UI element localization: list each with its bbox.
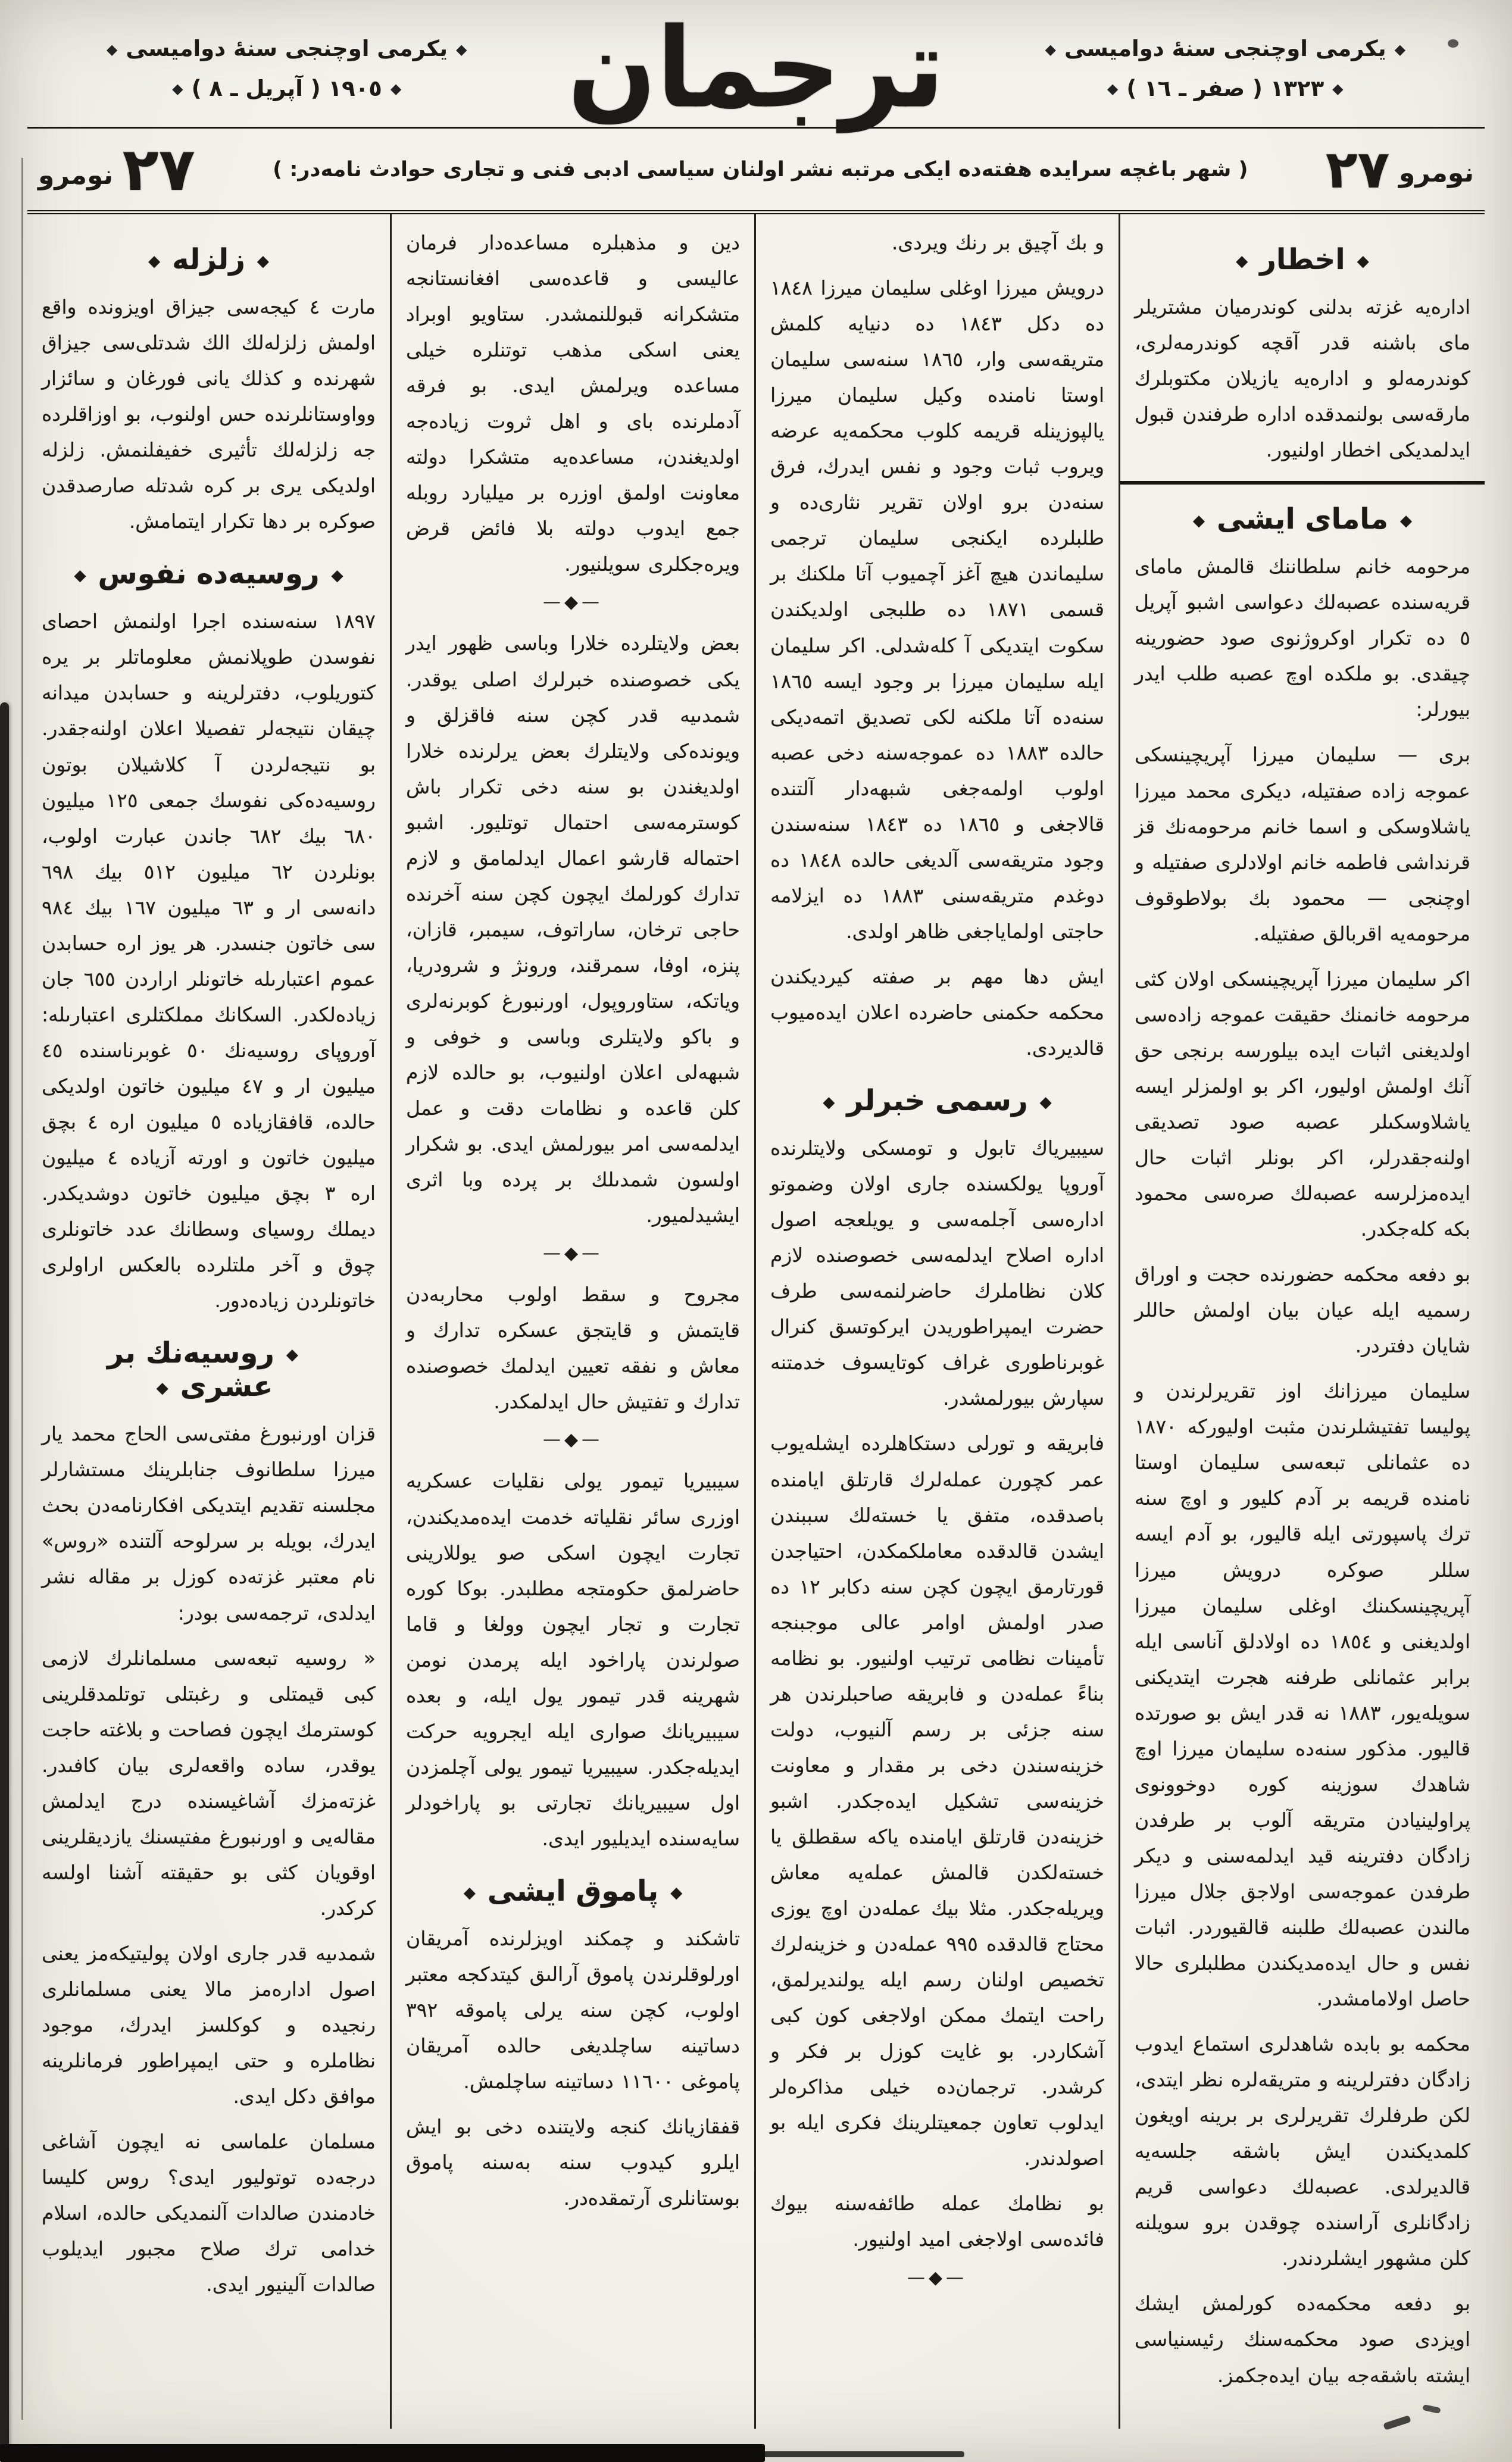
article-heading	[42, 1336, 376, 1403]
masthead-subtitle: ( شهر باغچه سرايده هفته‌ده ايكى مرتبه نشر اولنان سياسى ادبى فنى و تجارى حوادث نامه‌در: )	[273, 157, 1248, 182]
heading-ornament-icon: ◆	[74, 567, 86, 585]
ornament-divider-icon: —◆—	[542, 592, 604, 613]
article-heading-text: روسيه‌نك بر عشرى	[107, 1336, 274, 1404]
article-paragraph: بعض ولايتلرده خلارا وباسى ظهور ايدر يكى خصوصنده خبرلرك اصلى يوقدر. شمدىيه قدر كچن سنه فاقزلق و ويوندەكى ولايتلرك بعض يرلرنده خلارا اولديغندن بو سنه دخى تكرار باش كوسترمه‌سى احتمال توتليور. اشبو احتماله قارشو اعمال ايدلمامق و لازم تدارك كورلمك ايچون كچن سنه آخرنده حاجى ترخان، ساراتوف، سيمبر، قازان، پنزه، اوفا، سمرقند، ورونژ و شرودريا، وياتكه، ستاوروپول، اورنبورغ كوبرنه‌لرى و باكو ولايتلرى وباسى و خوفى و شبهه‌لى اعلان اولنيوب، بو حالده لازم كلن قاعده و نظامات دقت و عمل ايدلمه‌سى امر بيورلمش ايدى. بو شكرار اولسون شمدىلك بر پرده وبا اثرى ايشيدلميور.	[406, 632, 740, 1227]
heading-ornament-icon: ◆	[331, 567, 343, 585]
issue-number: ٢٧	[122, 135, 195, 204]
heading-ornament-icon: ◆	[1039, 1093, 1052, 1112]
heading-ornament-icon: ◆	[670, 1883, 683, 1902]
scan-top-blemish	[1448, 39, 1458, 48]
ornament-icon: ◆	[1107, 80, 1119, 98]
article-paragraph: ايش دها مهم بر صفته كيرديكندن محكمه حكمنى حاضرده اعلان ايده‌ميوب قالديردى.	[770, 964, 1104, 1060]
heading-ornament-icon: ◆	[148, 252, 161, 270]
issue-number-left	[38, 135, 201, 204]
newspaper-column-2	[756, 214, 1120, 2429]
article-paragraph: اداره‌يه غزته بدلنى كوندرميان مشتريلر ماى باشنه قدر آقچه كوندرمه‌لرى، كوندرمه‌لو و اداره‌يه يازيلان مكتوبلرك مارقه‌سى بولنمدقده اداره طرفندن قبول ايدلمديكى اخطار اولنيور.	[1135, 295, 1470, 462]
left-margin-rule	[21, 158, 23, 2420]
article-paragraph: مرحومه خانم سلطاننك قالمش ماماى قريه‌سنده عصبه‌لك دعواسى اشبو آپريل ٥ ده تكرار اوكروژنوى صود حضورينه چيقدى. بو ملكده اوچ عصبه طلب ايدر بيورلر:	[1135, 555, 1470, 721]
masthead-left-dates	[42, 29, 532, 108]
article-paragraph: قفقازيانك كنجه ولايتنده دخى بو ايش ايلرو كيدوب سنه به‌سنه پاموق بوستانلرى آرتمقده‌در.	[406, 2115, 740, 2210]
newspaper-column-3	[392, 214, 756, 2429]
hijri-date: ١٣٢٣ ( صفر ـ ١٦ )	[1126, 75, 1324, 101]
article-heading-text: روسيه‌ده نفوس	[98, 557, 320, 591]
section-rule	[1120, 481, 1485, 485]
article-heading-text: اخطار	[1260, 243, 1345, 276]
scan-bottom-smudge	[750, 2451, 964, 2457]
article-paragraph: بو نظامك عمله طائفه‌سنه بيوك فائده‌سى اولاجغى اميد اولنيور.	[770, 2192, 1104, 2251]
heading-ornament-icon: ◆	[156, 1379, 168, 1398]
ornament-icon: ◆	[456, 40, 467, 58]
gregorian-date-line	[42, 69, 532, 109]
article-paragraph: و بك آچيق بر رنك ويردى.	[891, 231, 1104, 254]
columns-area	[27, 214, 1485, 2429]
article-paragraph: قزان اورنبورغ مفتى‌سى الحاج محمد يار ميرزا سلطانوف جنابلرينك مستشارلر مجلسنه تقديم ايتديكى افكارنامه‌دن بحث ايدرك، بويله بر سرلوحه آلتنده «روس» نام معتبر غزته‌ده كوزل بر مقاله نشر ايدلدى، ترجمه‌سى بودر:	[42, 1422, 376, 1624]
ornament-icon: ◆	[1332, 80, 1344, 98]
article-heading-text: ماماى ايشى	[1216, 502, 1389, 536]
heading-ornament-icon: ◆	[1357, 252, 1369, 270]
article-paragraph: بو دفعه محكمه حضورنده حجت و اوراق رسميه ايله عيان بيان اولمش حاللر شايان دفتردر.	[1135, 1263, 1470, 1358]
article-paragraph: مجروح و سقط اولوب محاربه‌دن قايتمش و قايتجق عسكره تدارك و معاش و نفقه تعيين ايدلمك خصوصنده تدارك و تفتيش حال ايدلمكدر.	[406, 1283, 740, 1414]
article-paragraph: « روسيه تبعه‌سى مسلمانلرك لازمى كبى قيمتلى و رغبتلى توتلمدقلرينى كوسترمك ايچون فصاحت و بلاغته حاجت يوقدر، ساده واقعه‌لرى بيان كافىدر. غزته‌مزك آشاغيسنده درج ايدلمش مقاله‌يى و اورنبورغ مفتيسنك يازديقلرينى اوقويان كثى بو حقيقته آشنا اولسه كركدر.	[42, 1646, 376, 1920]
article-paragraph: بو دفعه محكمه‌ده كورلمش ايشك اويزدى صود محكمه‌سنك رئيسنياسى ايشته باشقه‌جه بيان ايده‌جكمز.	[1135, 2292, 1470, 2387]
masthead	[0, 0, 1512, 133]
article-paragraph: فابريقه و تورلى دستكاهلرده ايشله‌يوب عمر كچورن عمله‌لرك قارتلق ايامنده باصدقده، متفق يا خسته‌لك سببندن ايشدن قالدقده معاملكمكدن، احتياجدن قورتارمق ايچون كچن سنه دكابر ١٢ ده صدر اولمش اوامر عالى موجبنجه تأمينات نظامى ترتيب اولنيور. بو نظامه بناءً عمله‌دن و فابريقه صاحبلرندن هر سنه جزئى بر رسم آلنيوب، دولت خزينه‌سندن دخى بر مقدار و معاونت خزينه‌سى تشكيل ايده‌جكدر. اشبو خزينه‌دن قارتلق ايامنده ياكه سقطلق يا خسته‌لكدن قالمش عمله‌يه معاش ويريله‌جكدر. مثلا بيك عمله‌دن اوچ يوزى محتاج قالدقده ٩٩٥ عمله‌دن و خزينه‌لرك تخصيص اولنان رسم ايله يولنديرلمق، راحت ايتمك ممكن اولاجغى كون كبى آشكاردر. بو غايت كوزل بر فكر و كرشدر. ترجمان‌ده خيلى مذاكره‌لر ايدلوب تعاون جمعيتلرينك فكرى ايله بو اصولدندر.	[770, 1432, 1105, 2170]
article-paragraph: شمدىيه قدر جارى اولان پوليتيكه‌مز يعنى اصول اداره‌مز مالا يعنى مسلمانلرى رنجيده و كوكلسز ايدرك، موجود نظاملره و حتى ايمپراطور فرمانلرينه موافق دكل ايدى.	[42, 1941, 376, 2108]
heading-ornament-icon: ◆	[257, 252, 269, 270]
article-paragraph: مسلمان علماسى نه ايچون آشاغى درجه‌ده توتوليور ايدى؟ روس كليسا خادمندن صالدات آلنمديكى حالده، اسلام خدامى ترك صلاح مجبور ايديلوب صالدات آلينيور ايدى.	[42, 2130, 376, 2297]
article-paragraph: اكر سليمان ميرزا آپريچينسكى اولان كثى مرحومه خانمنك حقيقت عموجه زاده‌سى اولديغنى اثبات ايده بيلورسه برنجى حق آنك اولمش اوليور، اكر بو اولمزلر ايسه ياشلاوسكىلر عصبه صود تصديقى اولنه‌جقدرلر، اكر بونلر اثبات حال ايده‌مزلرسه عصبه‌لك صره‌سى محمود بكه كله‌جكدر.	[1135, 967, 1470, 1241]
article-heading	[1135, 502, 1470, 536]
article-paragraph: تاشكند و چمكند اويزلرنده آمريقان اورلوقلرندن پاموق آرالىق كيتدكجه معتبر اولوب، كچن سنه يرلى پاموقه ٣٩٢ دساتينه ساچلديغى حالده آمريقان پاموغى ١١٦٠٠ دساتينه ساچلمش.	[406, 1926, 740, 2094]
scan-bottom-bar	[0, 2444, 765, 2462]
article-paragraph: سيبيريا تيمور يولى نقليات عسكريه اوزرى سائر نقلياته خدمت ايده‌مديكندن، تجارت ايچون اسكى صو يوللارينى حاضرلمق حكومتجه مطلبدر. بوكا كوره تجارت و تجار ايچون وولغا و قاما صولرندن پاراخود ايله پرمدن نومن شهرينه قدر تيمور يول ايله، و بعده سيبيريانك صوارى ايله ايجرويه حركت ايديله‌جكدر. سيبيريا تيمور يولى آچلمزدن اول سيبيريانك تجارتى بو پاراخودلر سايه‌سنده ايديليور ايدى.	[406, 1469, 740, 1850]
ornament-icon: ◆	[1045, 40, 1056, 58]
gregorian-year-line	[42, 29, 532, 69]
heading-ornament-icon: ◆	[1236, 252, 1248, 270]
heading-ornament-icon: ◆	[823, 1093, 835, 1112]
article-paragraph: مارت ٤ كيجه‌سى جيزاق اويزونده واقع اولمش زلزله‌لك الك شدتلى‌سى جيزاق شهرنده و كذلك يانى فورغان و سائزار وواوستانلرنده حس اولنوب، بو اوزاقلرده جه زلزله‌لك تأثيرى خفيفلنمش. زلزله اولديكى يرى بر كره شدتله صارصدقدن صوكره بر دها تكرار ايتمامش.	[42, 295, 376, 533]
article-paragraph: سيبيرياك تابول و تومسكى ولايتلرنده آوروپا يولكسنده جارى اولان وضموتو اداره‌سى آجلمه‌سى و يويلعجه اصول اداره اصلاح ايدلمه‌سى خصوصنده لازم كلان نظاملرك حاضرلنمه‌سى طرف حضرت ايمپراطوريدن ايركوتسق كنرال غوبرناطورى غراف كوتايسوف خدمتنه سپارش بيورلمشدر.	[770, 1136, 1104, 1410]
heading-ornament-icon: ◆	[1400, 512, 1413, 530]
gregorian-date: ١٩٠٥ ( آپريل ـ ٨ )	[191, 75, 382, 101]
ornament-divider-icon: —◆—	[542, 1429, 604, 1451]
issue-label: نومرو	[1398, 158, 1474, 188]
article-heading	[770, 1084, 1104, 1117]
heading-ornament-icon: ◆	[286, 1346, 298, 1364]
article-paragraph: محكمه بو بابده شاهدلرى استماع ايدوب زادگان دفترلرينه و متريقه‌لره نظر ايتدى، لكن طرفلرك تقريرلرى بر برينه اويغون كلمديكندن ايش باشقه جلسه‌يه قالديرلدى. عصبه‌لك دعواسى قريم زادگانلرى آراسنده چوقدن برو سويلنه كلن مشهور ايشلردندر.	[1135, 2032, 1470, 2270]
left-continuation-year: يكرمى اوچنجى سنهٔ دواميسى	[126, 35, 448, 61]
hijri-date-line	[980, 69, 1470, 109]
heading-ornament-icon: ◆	[463, 1883, 476, 1902]
masthead-title: ترجمان	[567, 4, 945, 133]
issue-number-right	[1320, 139, 1474, 200]
article-paragraph: درويش ميرزا اوغلى سليمان ميرزا ١٨٤٨ ده دكل ١٨٤٣ ده دنيايه كلمش متريقه‌سى وار، ١٨٦٥ سنه‌سى سليمان اوستا نامنده وكيل سليمان ميرزا يالپوزينله قريمه كلوب محكمه‌يه عرضه ويروب ثبات وجود و نفس ايدرك، فرق سنه‌دن برو اولان تقرير نثارى‌ده و طلبلرده ايكنجى سليمان ترجمى سليماندن هيچ آغز آچميوب آتا ملكنك بر قسمى ١٨٧١ ده طلبجى اولديكندن سكوت ايتديكى آ كله‌شدلى. اكر سليمان ايله سليمان ميرزا بر وجود ايسه ١٨٦٥ سنه‌ده آتا ملكنه لكى تصديق اتمه‌ديكى حالده ١٨٨٣ ده عموجه‌سنه دخى عصبه اولوب اولمه‌جغى شبهه‌دار آلتنده قالاجغى و ١٨٦٥ ده ١٨٤٣ سنه‌سندن وجود متريقه‌سى آلديغى حالده ١٨٤٨ ده دوغدم متريقه‌سنى ١٨٨٣ ده ايزلامه حاجتى اولماياجغى ظاهر اولدى.	[770, 276, 1105, 943]
article-paragraph: ١٨٩٧ سنه‌سنده اجرا اولنمش احصاى نفوسدن طوپلانمش معلوماتلر بر يره كتوريلوب، دفترلرينه و حسابدن ميدانه چيقان نتيجه‌لر تفصيلا اعلان اولنه‌جقدر. بو نتيجه‌لردن آ كلاشيلان بوتون روسيه‌ده‌كى نفوسك جمعى ١٢٥ ميليون ٦٨٠ بيك ٦٨٢ جاندن عبارت اولوب، بونلردن ٦٢ ميليون ٥١٢ بيك ٦٩٨ دانه‌سى ار و ٦٣ ميليون ١٦٧ بيك ٩٨٤ سى خاتون جنسدر. هر يوز اره حسابدن عموم اعتبارىله خاتونلر اراردن ٦٥٥ جان زياده‌لكدر. السكانك مملكتلرى اعتبارىله: آوروپاى روسيه‌نك ٥٠ غوبرناسنده ٤٥ ميليون ار و ٤٧ ميليون خاتون اولديكى حالده، قافقازياده ٥ ميليون اره ٤ بچق ميليون خاتون و اورته آزياده ٤ ميليون اره ٣ بچق ميليون خاتون دوشديكدر. ديملك روسياى وسطانك عدد خاتونلرى چوق و آخر ملتلرده بالعكس اراولرى خاتونلردن زياده‌دور.	[42, 610, 376, 1313]
masthead-right-dates	[980, 29, 1470, 108]
issue-label: نومرو	[38, 160, 114, 190]
article-heading-text: زلزله	[172, 243, 245, 276]
article-paragraph: سليمان ميرزانك اوز تقريرلرندن و پوليسا تفتيشلرندن مثبت اوليوركه ١٨٧٠ ده عثمانلى تبعه‌سى سليمان اوستا نامنده قريمه بر آدم كليور و اوچ سنه ترك پاسپورتى ايله قاليور، بو آدم ايسه سللر صوكره درويش ميرزا آپريچينسكىنك اوغلى سليمان ميرزا اولديغنى و ١٨٥٤ ده اولادلق آناسى ايله برابر عثمانلى طرفنه هجرت ايتديكنى سويله‌يور، ١٨٨٣ نه قدر ايش بو صورتده قاليور. مذكور سنه‌ده سليمان ميرزا اوچ شاهدك سوزينه كوره دوخوونوى پراولينيادن متريقه آلوب بر طرفدن زادگان دفترينه قيد ايدلمه‌سنى و ديكر طرفدن عموجه‌سى اولاجق جلال ميرزا مالندن عصبه‌لك طلبنه قالقيوردر. اثبات نفس و حال ايده‌مديكندن مطلبلرى حالا حاصل اولامامشدر.	[1135, 1379, 1470, 2011]
ornament-icon: ◆	[106, 40, 118, 58]
article-heading	[42, 557, 376, 590]
ornament-divider-icon: —◆—	[542, 1243, 604, 1264]
ornament-icon: ◆	[1394, 40, 1406, 58]
article-heading-text: رسمى خبرلر	[846, 1084, 1028, 1118]
article-heading	[42, 243, 376, 276]
ornament-icon: ◆	[390, 80, 402, 98]
article-heading	[1135, 243, 1470, 276]
newspaper-column-1	[1120, 214, 1485, 2429]
ornament-divider-icon: —◆—	[907, 2267, 968, 2288]
heading-ornament-icon: ◆	[1192, 512, 1205, 530]
article-heading	[406, 1874, 740, 1908]
right-continuation-year: يكرمى اوچنجى سنهٔ دواميسى	[1064, 35, 1386, 61]
hijri-year-line	[980, 29, 1470, 69]
issue-number: ٢٧	[1325, 139, 1390, 200]
article-paragraph: برى — سليمان ميرزا آپريچينسكى عموجه زاده صفتيله، ديكرى محمد ميرزا ياشلاوسكى و اسما خانم مرحومه‌نك قز قرنداشى فاطمه خانم اولادلرى صفتيله و اوچنجى — محمود بك بولاطوقوف مرحومه‌يه اقربالق صفتيله.	[1135, 743, 1470, 945]
article-heading-text: پاموق ايشى	[487, 1874, 659, 1908]
ornament-icon: ◆	[172, 80, 183, 98]
article-paragraph: دين و مذهبلره مساعده‌دار فرمان عاليسى و قاعده‌سى افغانستانجه متشكرانه قبوللنمشدر. ستاويو اوبراد يعنى اسكى مذهب توتنلره خيلى مساعده ويرلمش ايدى. بو فرقه آدملرنده باى و اهل ثروت زياده‌جه اولديغندن، مساعده‌يه متشكرا دولته معاونت اولمق اوزره بر ميليارد روبله جمع ايدوب دولته بلا فائض قرض ويره‌جكلرى سويلنيور.	[406, 231, 740, 576]
newspaper-column-4	[27, 214, 392, 2429]
issue-row	[27, 127, 1485, 214]
scan-edge-streak	[0, 702, 9, 2462]
